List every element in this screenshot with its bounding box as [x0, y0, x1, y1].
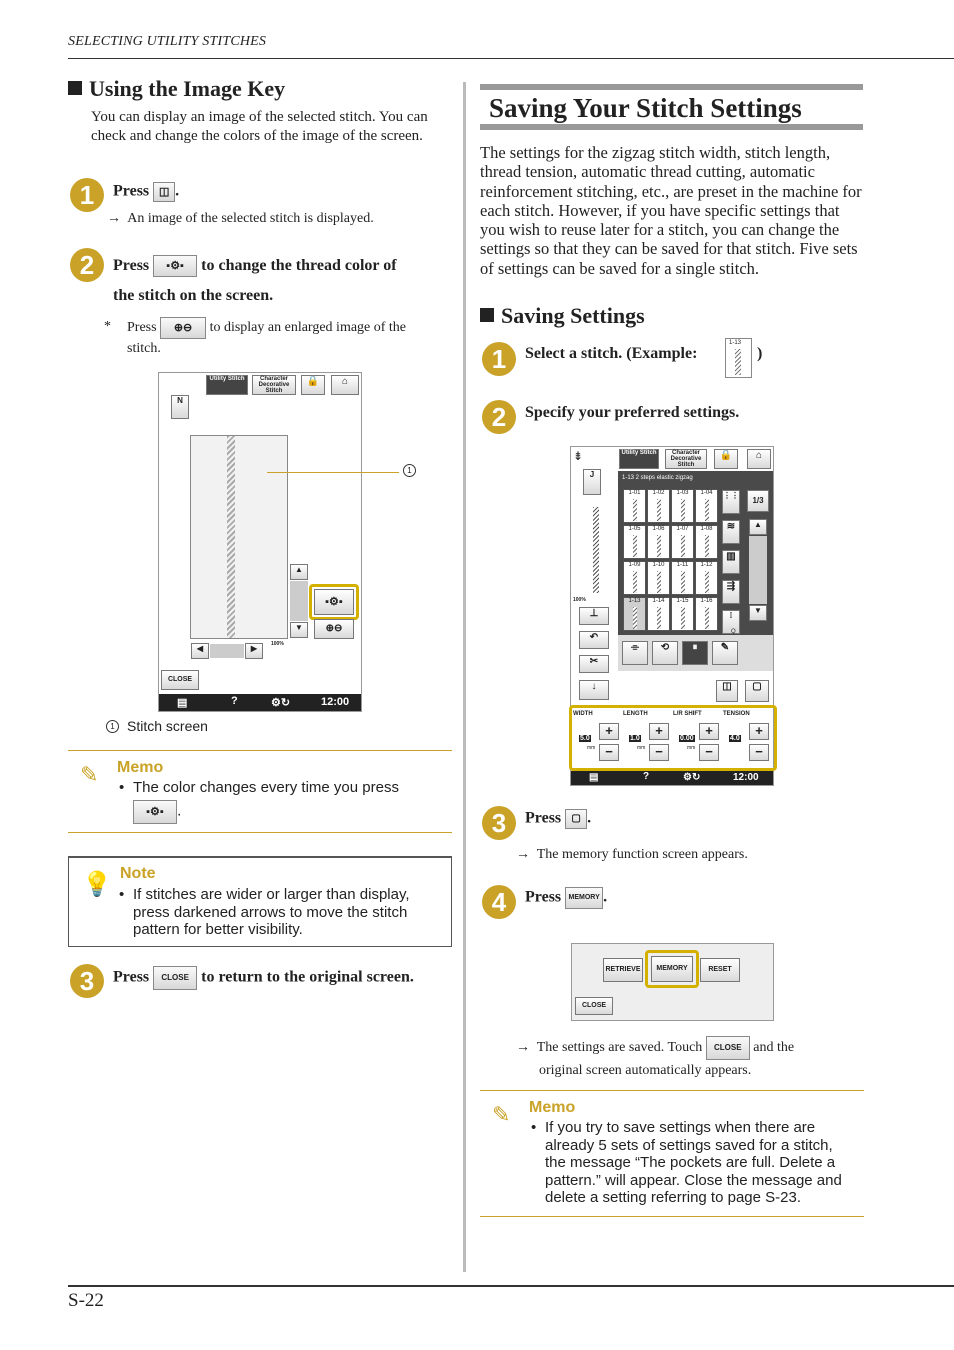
stitch-cell-image: [681, 607, 685, 629]
r-scrollbar[interactable]: [749, 536, 767, 604]
r-clock-time: 12:00: [733, 772, 759, 783]
scissors-icon[interactable]: ✂: [579, 655, 609, 673]
close-key[interactable]: CLOSE: [153, 966, 197, 990]
tension-value: 4.0: [730, 735, 740, 742]
stitch-cell-image: [657, 499, 661, 521]
step-2-text: Press ▪⚙▪ to change the thread color of the stitch on the screen.: [113, 257, 397, 304]
r-presser-foot-icon: J: [583, 469, 601, 495]
header-rule: [68, 58, 954, 59]
stitch-code: 1-16: [700, 598, 713, 604]
lr-shift-label: L/R SHIFT: [673, 711, 702, 717]
mirror-icon[interactable]: ⟲: [652, 641, 678, 665]
r-help-icon[interactable]: ?: [643, 771, 650, 782]
stitch-cell-image: [657, 571, 661, 593]
zoom-level: 100%: [271, 641, 284, 647]
r-scroll-up[interactable]: ▲: [749, 519, 767, 535]
zoom-key-icon[interactable]: ⊕⊖: [160, 317, 206, 339]
stitch-cell[interactable]: [671, 561, 694, 595]
page-title: Saving Your Stitch Settings: [489, 93, 802, 123]
lightbulb-icon: 💡: [82, 872, 112, 898]
stitch-cell-image: [633, 571, 637, 593]
lr-shift-minus-button[interactable]: −: [699, 744, 719, 761]
stitch-cell[interactable]: [623, 597, 646, 631]
stitch-option-c[interactable]: ▥: [722, 550, 740, 574]
home-icon[interactable]: ⌂: [331, 375, 359, 395]
column-divider: [463, 82, 466, 1272]
step-1-badge: 1: [70, 178, 104, 212]
r-close-key[interactable]: CLOSE: [706, 1036, 750, 1060]
footer-rule: [68, 1285, 954, 1287]
note-bullet: •: [119, 886, 125, 903]
r-step-4-result: → The settings are saved. Touch CLOSE and the original screen automatically appears.: [516, 1036, 856, 1081]
function-bar: [618, 635, 773, 671]
stitch-cell[interactable]: [647, 597, 670, 631]
r-step-3-result: → The memory function screen appears.: [516, 847, 748, 862]
stitch-preview: [593, 507, 599, 593]
settings-screen: [570, 446, 774, 786]
stitch-code: 1-02: [652, 490, 665, 496]
memory-screen: [571, 943, 774, 1021]
asterisk: *: [104, 319, 111, 334]
stitch-cell-image: [633, 607, 637, 629]
r-settings-icon[interactable]: ⚙↻: [683, 772, 701, 783]
example-stitch-code: 1-13: [729, 340, 742, 346]
memo-pencil-icon: ✎: [80, 762, 99, 787]
stitch-cell[interactable]: [695, 525, 718, 559]
stitch-cell[interactable]: [671, 525, 694, 559]
length-minus-button[interactable]: −: [649, 744, 669, 761]
stitch-cell-image: [657, 607, 661, 629]
stitch-cell[interactable]: [647, 525, 670, 559]
thread-color-key-icon[interactable]: ▪⚙▪: [153, 255, 197, 277]
r-memo-top-rule: [480, 1090, 864, 1091]
stitch-code: 1-05: [628, 526, 641, 532]
reinforce-icon[interactable]: ⏸: [682, 641, 708, 665]
stitch-option-d[interactable]: ⇶: [722, 580, 740, 604]
r-lock-icon[interactable]: 🔒: [714, 449, 738, 469]
stitch-code: 1-15: [676, 598, 689, 604]
length-value: 1.0: [630, 735, 640, 742]
length-plus-button[interactable]: +: [649, 723, 669, 740]
callout-number: 1: [403, 464, 416, 477]
stitch-cell-image: [705, 535, 709, 557]
stitch-cell[interactable]: [671, 489, 694, 523]
stitch-cell-image: [681, 535, 685, 557]
stitch-code: 1-03: [676, 490, 689, 496]
stitch-cell-image: [657, 535, 661, 557]
step-3-badge: 3: [70, 964, 104, 998]
zoom-button[interactable]: ⊕⊖: [314, 619, 354, 639]
r-home-icon[interactable]: ⌂: [747, 449, 771, 469]
r-manual-icon[interactable]: ▤: [589, 772, 599, 783]
memo-bullet: •: [119, 779, 125, 796]
note-text: If stitches are wider or larger than display, press darkened arrows to move the stitch pattern for better visibility.: [133, 886, 410, 938]
example-stitch-key[interactable]: [725, 338, 752, 378]
stitch-cell[interactable]: [695, 561, 718, 595]
reset-button[interactable]: RESET: [700, 958, 740, 982]
r-step-2-text: Specify your preferred settings.: [525, 404, 740, 421]
stitch-cell-image: [705, 499, 709, 521]
stitch-cell[interactable]: [647, 489, 670, 523]
stitch-cell[interactable]: [695, 489, 718, 523]
r-step-1-text: Select a stitch. (Example:: [525, 345, 698, 362]
r-step-1-badge: 1: [482, 342, 516, 376]
stitch-cell[interactable]: [623, 525, 646, 559]
stitch-cell-image: [633, 535, 637, 557]
thread-cut-icon[interactable]: ⌯: [622, 641, 648, 665]
memo-top-rule: [68, 750, 452, 751]
r-step-3-badge: 3: [482, 806, 516, 840]
stitch-code: 1-13: [628, 598, 641, 604]
length-label: LENGTH: [623, 711, 648, 717]
step-1-result: → An image of the selected stitch is displayed.: [107, 211, 374, 226]
r-status-bar: [571, 771, 773, 785]
section-heading-image-key: Using the Image Key: [68, 76, 285, 102]
step-2-badge: 2: [70, 248, 104, 282]
stitch-cell-image: [705, 607, 709, 629]
stitch-cell[interactable]: [623, 489, 646, 523]
memory-key[interactable]: MEMORY: [565, 887, 603, 909]
presser-foot-icon: N: [171, 395, 189, 419]
page-indicator: 1/3: [747, 490, 769, 512]
memory-button[interactable]: MEMORY: [651, 956, 693, 982]
stitch-code: 1-08: [700, 526, 713, 532]
needle-position-icon[interactable]: ↓: [579, 680, 609, 700]
memo-key-line: ▪⚙▪ .: [133, 800, 181, 824]
step-3-text: Press CLOSE to return to the original screen.: [113, 966, 414, 990]
saving-intro: The settings for the zigzag stitch width, stitch length, thread tension, automatic thread cutting, automatic reinforcement stitching, etc., are preset in the machine for each stitch. However, if you have specific settings that you wish to reuse later for a stitch, you can change the settings so that they can be saved for that stitch. Five sets of settings can be saved for a single stitch.: [480, 143, 862, 278]
stitch-code: 1-06: [652, 526, 665, 532]
status-bar: [159, 694, 361, 711]
stitch-code: 1-10: [652, 562, 665, 568]
thread-color-button[interactable]: ▪⚙▪: [314, 589, 354, 615]
stitch-cell-image: [681, 571, 685, 593]
selected-stitch-name: 1-13 2 steps elastic zigzag: [622, 475, 693, 481]
thread-color-key-icon[interactable]: ▪⚙▪: [133, 800, 177, 824]
r-scroll-down[interactable]: ▼: [749, 605, 767, 621]
stitch-cell[interactable]: [695, 597, 718, 631]
scroll-down-arrow[interactable]: ▼: [290, 622, 308, 638]
r-character-decorative-tab[interactable]: Character Decorative Stitch: [665, 449, 707, 469]
close-button[interactable]: CLOSE: [161, 670, 199, 690]
scroll-left-arrow[interactable]: ◀: [191, 643, 209, 659]
stitch-option-e[interactable]: ⁞: [722, 610, 740, 634]
r-step-4-badge: 4: [482, 885, 516, 919]
needle-icon: ⇟: [573, 449, 584, 463]
clock-time: 12:00: [321, 696, 350, 708]
r-zoom-level: 100%: [573, 597, 586, 603]
scroll-right-arrow[interactable]: ▶: [245, 643, 263, 659]
page-number: S-22: [68, 1290, 104, 1311]
tension-plus-button[interactable]: +: [749, 723, 769, 740]
stitch-code: 1-01: [628, 490, 641, 496]
lr-shift-unit: mm: [687, 745, 696, 751]
stitch-option-a[interactable]: ⋮⋮: [722, 490, 740, 514]
title-box: [480, 84, 863, 130]
memo-text: The color changes every time you press: [133, 779, 399, 796]
image-key-icon[interactable]: ◫: [153, 182, 175, 202]
help-icon[interactable]: ?: [231, 695, 238, 707]
character-decorative-tab[interactable]: Character Decorative Stitch: [252, 375, 296, 395]
r-step-1-end: ): [757, 345, 763, 362]
r-step-4-text: Press MEMORY .: [525, 887, 607, 909]
r-memo-bullet: •: [531, 1119, 537, 1136]
memory-pocket-button[interactable]: ▢: [745, 680, 769, 702]
stitch-cell-image: [705, 571, 709, 593]
reverse-icon[interactable]: ↶: [579, 631, 609, 649]
callout-line: [267, 472, 399, 473]
image-key-intro: You can display an image of the selected stitch. You can check and change the colors of the image of the screen.: [91, 109, 428, 144]
r-utility-stitch-tab[interactable]: Utility Stitch: [619, 449, 659, 469]
stitch-image: [227, 436, 235, 638]
r-memo-text: If you try to save settings when there are already 5 sets of settings saved for a stitch, the message “The pockets are full. Delete a pattern.” will appear. Close the message and delete a setting referring to page S-23.: [545, 1119, 842, 1206]
memory-pocket-key[interactable]: ▢: [565, 809, 587, 829]
vertical-scrollbar[interactable]: [290, 581, 308, 621]
memo-bottom-rule: [68, 832, 452, 833]
example-stitch-image: [735, 349, 741, 375]
width-label: WIDTH: [573, 711, 593, 717]
stitch-code: 1-12: [700, 562, 713, 568]
stitch-cell[interactable]: [647, 561, 670, 595]
step-2-note: Press ⊕⊖ to display an enlarged image of the stitch.: [127, 317, 447, 359]
lock-icon[interactable]: 🔒: [301, 375, 325, 395]
width-unit: mm: [587, 745, 596, 751]
r-step-3-text: Press ▢ .: [525, 809, 591, 829]
feed-icon[interactable]: ⊥: [579, 607, 609, 625]
manual-icon[interactable]: ▤: [177, 697, 188, 709]
horizontal-scrollbar[interactable]: [210, 644, 244, 658]
running-header: SELECTING UTILITY STITCHES: [68, 34, 267, 49]
r-memo-pencil-icon: ✎: [492, 1102, 511, 1127]
caption-number: 1: [106, 720, 119, 733]
stitch-screen: [158, 372, 362, 712]
stitch-code: 1-11: [676, 562, 689, 568]
memory-close-button[interactable]: CLOSE: [575, 997, 613, 1015]
stitch-image-area: [190, 435, 288, 639]
stitch-code: 1-09: [628, 562, 641, 568]
r-step-2-badge: 2: [482, 400, 516, 434]
width-value: 5.0: [580, 735, 590, 742]
stitch-code: 1-07: [676, 526, 689, 532]
stitch-cell-image: [633, 499, 637, 521]
stitch-option-b[interactable]: ≋: [722, 520, 740, 544]
image-key-button[interactable]: ◫: [716, 680, 738, 702]
memo-label: Memo: [117, 759, 164, 776]
tension-label: TENSION: [723, 711, 750, 717]
lr-shift-value: 0.00: [680, 735, 694, 742]
stitch-code: 1-14: [652, 598, 665, 604]
tension-minus-button[interactable]: −: [749, 744, 769, 761]
section-heading-saving: Saving Settings: [480, 303, 645, 329]
stitch-cell[interactable]: [671, 597, 694, 631]
step-1-text: Press ◫ .: [113, 182, 179, 202]
stitch-option-q: Q: [731, 629, 736, 635]
screen-caption: Stitch screen: [127, 718, 208, 734]
pencil-icon[interactable]: ✎: [712, 641, 738, 665]
width-minus-button[interactable]: −: [599, 744, 619, 761]
settings-icon[interactable]: ⚙↻: [271, 697, 291, 709]
lr-shift-plus-button[interactable]: +: [699, 723, 719, 740]
utility-stitch-tab[interactable]: Utility Stitch: [206, 375, 248, 395]
retrieve-button[interactable]: RETRIEVE: [603, 958, 643, 982]
length-unit: mm: [637, 745, 646, 751]
note-label: Note: [120, 865, 156, 882]
stitch-cell[interactable]: [623, 561, 646, 595]
width-plus-button[interactable]: +: [599, 723, 619, 740]
stitch-cell-image: [681, 499, 685, 521]
r-memo-bottom-rule: [480, 1216, 864, 1217]
r-memo-label: Memo: [529, 1099, 576, 1116]
scroll-up-arrow[interactable]: ▲: [290, 564, 308, 580]
stitch-code: 1-04: [700, 490, 713, 496]
